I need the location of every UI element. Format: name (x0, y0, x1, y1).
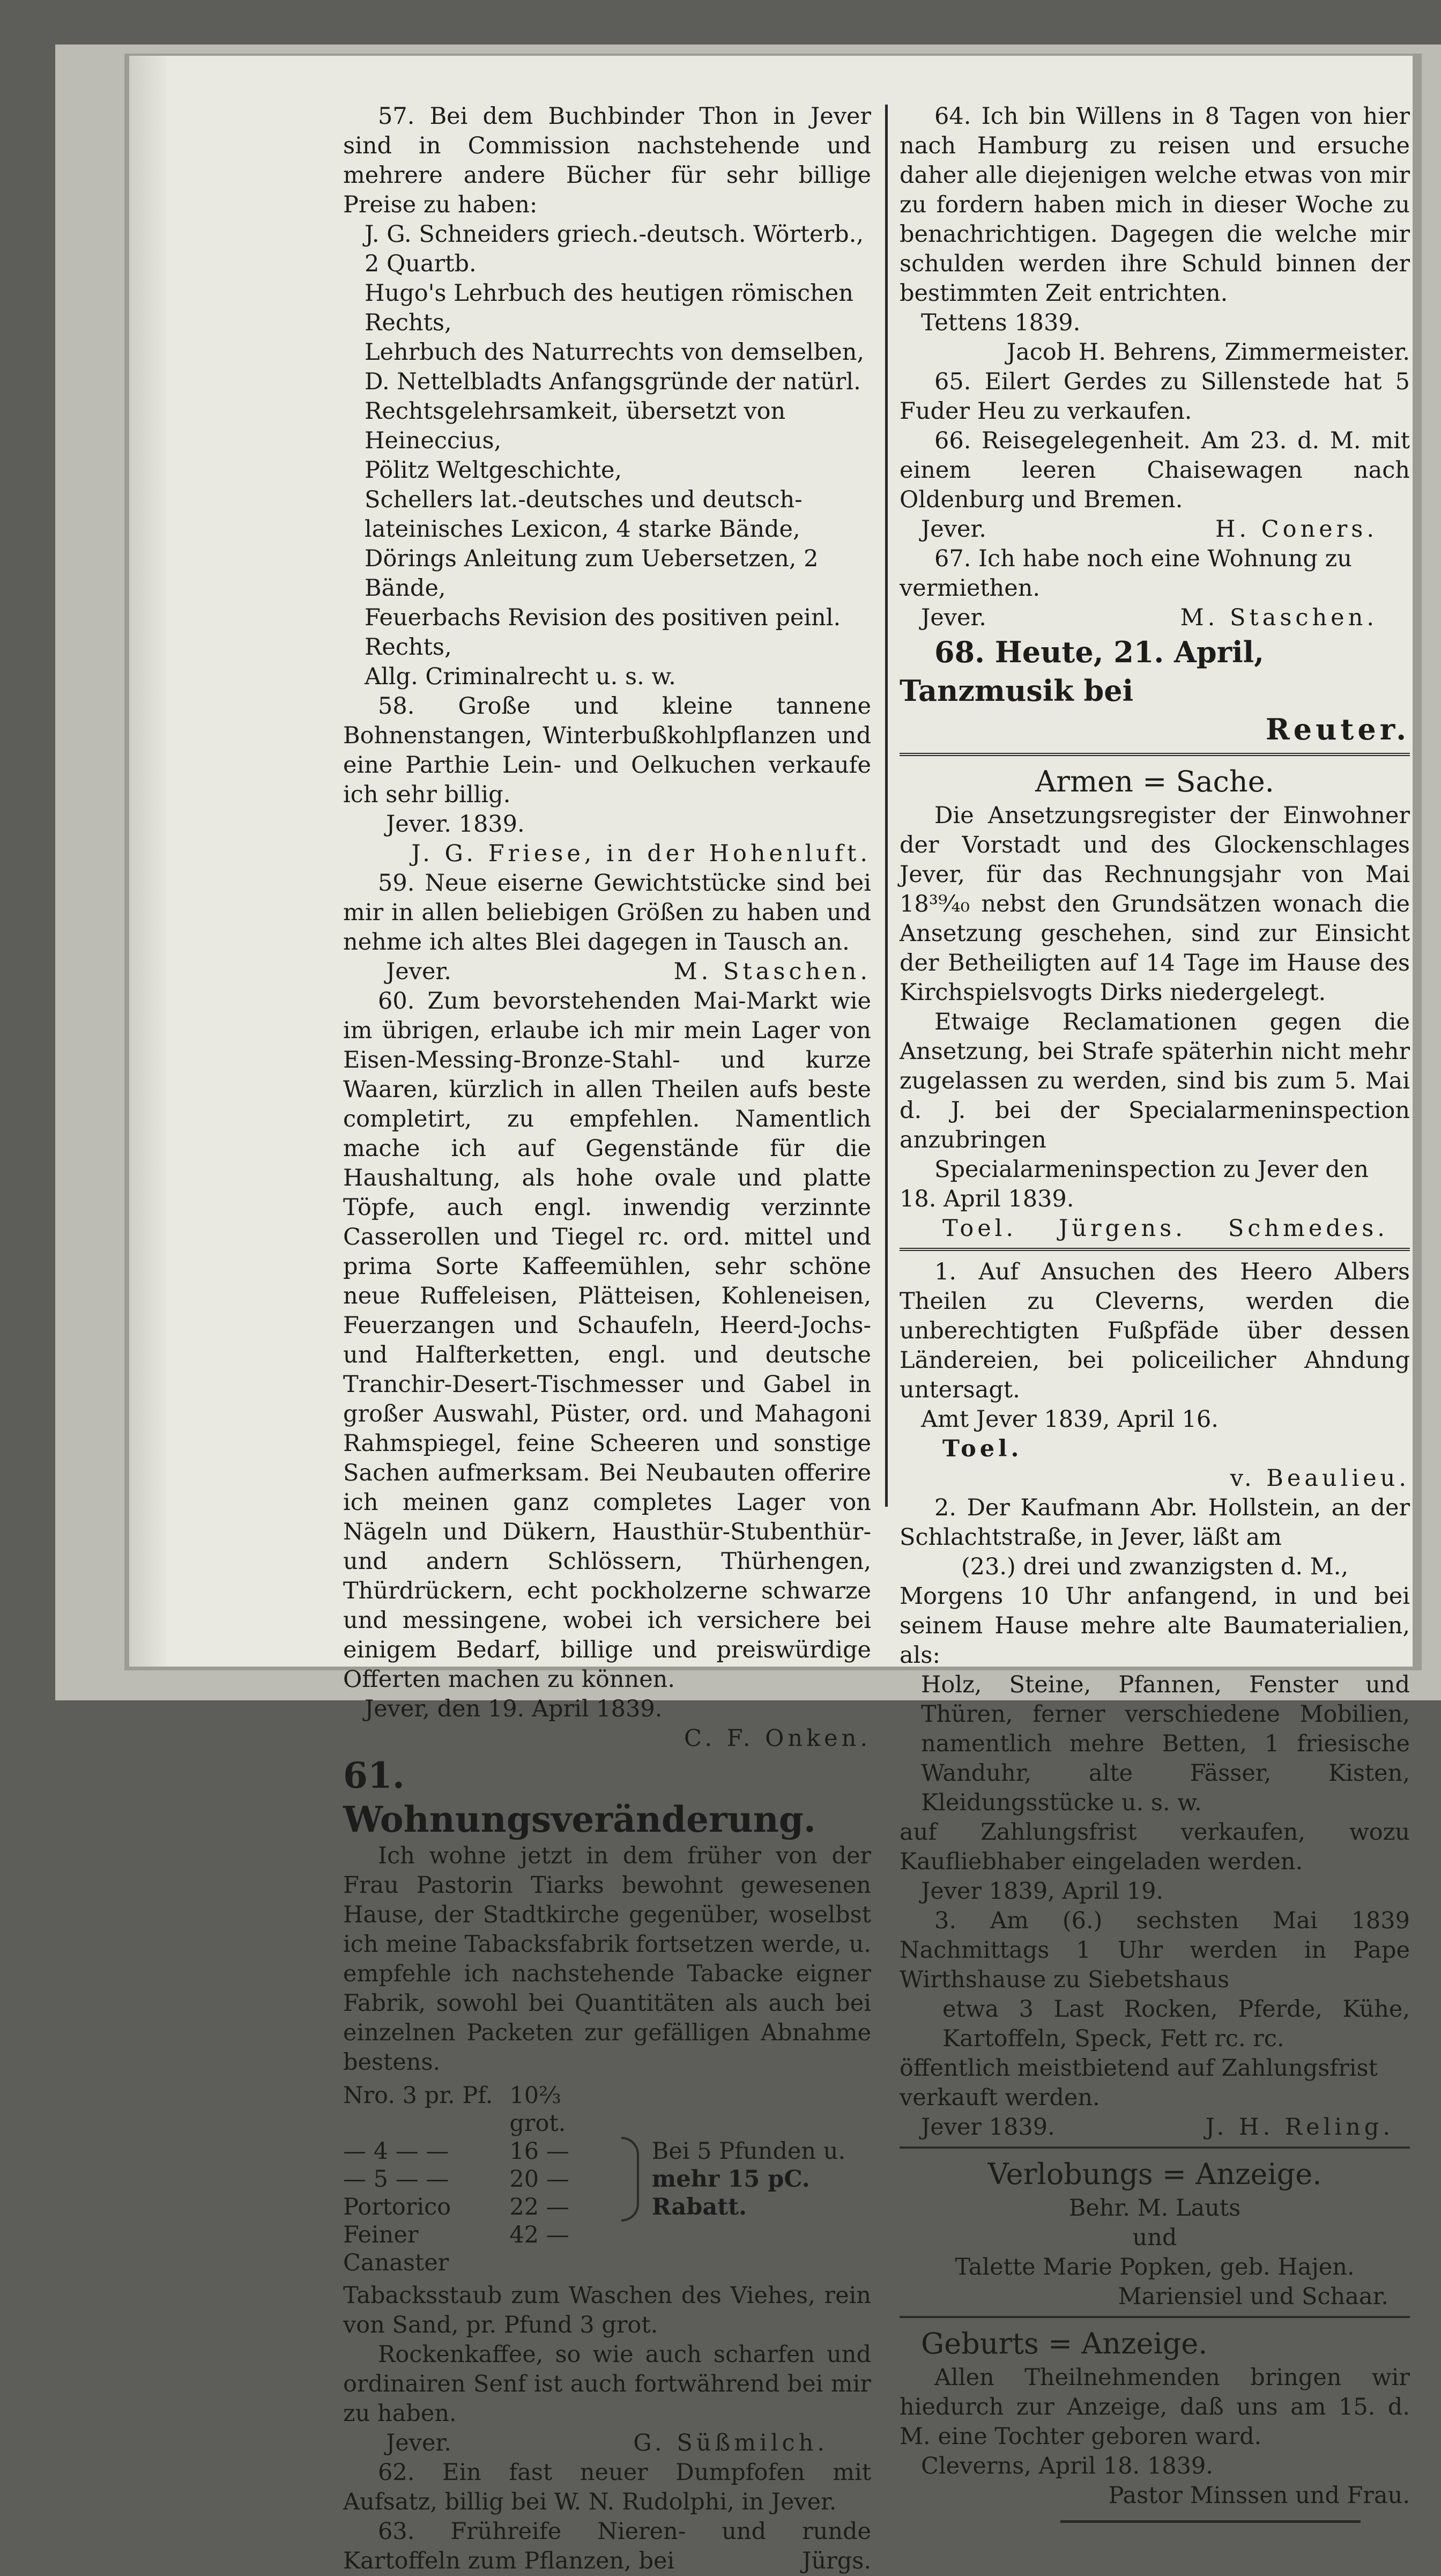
ad-59-footer (343, 957, 871, 987)
ad-61-signature: G. Süßmilch. (633, 2430, 828, 2456)
amt-3-signature: J. H. Reling. (1205, 2114, 1394, 2141)
price-table (343, 2082, 611, 2277)
ad-68-text: 68. Heute, 21. April, Tanzmusik bei (900, 635, 1264, 708)
book-item: J. G. Schneiders griech.-deutsch. Wörterb., 2 Quartb. (365, 221, 864, 277)
armen-signature: Toel. (942, 1215, 1017, 1242)
ad-67-footer (900, 603, 1410, 633)
book-item: Hugo's Lehrbuch des heutigen römischen Rechts, (365, 280, 853, 336)
verlobung-heading: Verlobungs = Anzeige. (987, 2157, 1322, 2191)
ad-64-text: 64. Ich bin Willens in 8 Tagen von hier nach Hamburg zu reisen und ersuche daher alle diejenigen welche etwas von mir zu fordern haben mich in dieser Woche zu benachrichtigen. Dagegen die welche mir schulden werden ihre Schuld binnen der bestimmten Zeit entrichten. (900, 103, 1410, 307)
ad-67-signature: M. Staschen. (1180, 604, 1378, 631)
armen-place-date: Specialarmeninspection zu Jever den 18. April 1839. (900, 1156, 1369, 1212)
end-rule (1060, 2520, 1361, 2523)
amt-2-text-4: Holz, Steine, Pfannen, Fenster und Thüren, ferner verschiedene Mobilien, namentlich mehre Betten, 1 friesische Wanduhr, alte Fässer, Kisten, Kleidungsstücke u. s. w. (921, 1671, 1410, 1816)
verlobung-und: und (1132, 2224, 1177, 2251)
armen-text-1: Die Ansetzungsregister der Einwohner der Vorstadt und des Glockenschlages Jever, für das Rechnungsjahr von Mai 18³⁹⁄₄₀ nebst den Grundsätzen wonach die Ansetzung geschehen, sind zur Einsicht der Betheiligten auf 14 Tage im Hause des Kirchspielsvogts Dirks niedergelegt. (900, 802, 1410, 1006)
book-item: Pölitz Weltgeschichte, (365, 457, 622, 484)
armen-text-2: Etwaige Reclamationen gegen die Ansetzung, bei Strafe späterhin nicht mehr zugelassen zu werden, sind bis zum 5. Mai d. J. bei der Specialarmeninspection anzubringen (900, 1009, 1410, 1153)
price-row (343, 2221, 611, 2277)
ad-63-text: 63. Frühreife Nieren- und runde Kartoffeln zum Pflanzen, bei (343, 2518, 871, 2574)
price-row (343, 2165, 611, 2193)
ad-60-place-date: Jever, den 19. April 1839. (365, 1696, 663, 1722)
right-column (900, 102, 1410, 2523)
book-item: Schellers lat.-deutsches und deutsch-lateinisches Lexicon, 4 starke Bände, (365, 486, 803, 543)
tobacco-price-list (343, 2082, 871, 2277)
geburt-heading: Geburts = Anzeige. (921, 2327, 1208, 2360)
price-value: 16 — (509, 2138, 569, 2165)
book-item: Allg. Criminalrecht u. s. w. (365, 663, 676, 690)
amt-3-text-3: öffentlich meistbietend auf Zahlungsfrist verkauft werden. (900, 2055, 1378, 2111)
ad-62-text: 62. Ein fast neuer Dumpfofen mit Aufsatz, billig bei W. N. Rudolphi, in Jever. (343, 2459, 871, 2515)
book-item: Dörings Anleitung zum Uebersetzen, 2 Bände, (365, 545, 819, 602)
amt-1-signature-2: v. Beaulieu. (1230, 1465, 1410, 1492)
ad-61-heading: 61. Wohnungsveränderung. (343, 1755, 816, 1840)
price-row (343, 2137, 611, 2165)
section-divider (900, 2316, 1410, 2318)
curly-brace-icon (621, 2137, 639, 2222)
ad-58-signature: J. G. Friese, in der Hohenluft. (411, 840, 871, 867)
armen-signature: Schmedes. (1228, 1215, 1388, 1242)
amt-1-text: 1. Auf Ansuchen des Heero Albers Theilen zu Cleverns, werden die unberechtigten Fußpfäde über dessen Ländereien, bei policeilicher Ahndung untersagt. (900, 1259, 1410, 1403)
discount-line: mehr 15 pC. Rabatt. (651, 2166, 810, 2220)
ad-61-coffee: Rockenkaffee, so wie auch scharfen und ordinairen Senf ist auch fortwährend bei mir zu haben. (343, 2341, 871, 2427)
geburt-place-date: Cleverns, April 18. 1839. (921, 2453, 1213, 2479)
column-divider (885, 105, 888, 1507)
ad-57-intro: 57. Bei dem Buchbinder Thon in Jever sind in Commission nachstehende und mehrere andere Bücher für sehr billige Preise zu haben: (343, 103, 871, 218)
amt-2-text-1: 2. Der Kaufmann Abr. Hollstein, an der Schlachtstraße, in Jever, läßt am (900, 1494, 1410, 1551)
book-item: D. Nettelbladts Anfangsgründe der natürl. Rechtsgelehrsamkeit, übersetzt von Heineccius, (365, 368, 861, 454)
verlobung-places: Mariensiel und Schaar. (1118, 2283, 1388, 2310)
verlobung-name-1: Behr. M. Lauts (1068, 2195, 1241, 2222)
ad-59-text: 59. Neue eiserne Gewichtstücke sind bei mir in allen beliebigen Größen zu haben und nehme ich altes Blei dagegen in Tausch an. (343, 870, 871, 956)
amt-1-place-date: Amt Jever 1839, April 16. (921, 1406, 1219, 1433)
price-value: 22 — (509, 2194, 569, 2220)
verlobung-name-2: Talette Marie Popken, geb. Hajen. (955, 2254, 1355, 2281)
discount-note (652, 2137, 871, 2221)
ad-63-signature: Jürgs. (802, 2548, 871, 2574)
price-value: 10⅔ grot. (509, 2082, 566, 2137)
price-row (343, 2193, 611, 2221)
section-divider (900, 753, 1410, 756)
ad-67-place: Jever. (921, 604, 986, 631)
left-column (343, 102, 871, 2576)
amt-3-footer (900, 2113, 1410, 2142)
geburt-signature: Pastor Minssen und Frau. (1108, 2482, 1410, 2509)
ad-59-signature: M. Staschen. (673, 958, 871, 985)
ad-64-signature: Jacob H. Behrens, Zimmermeister. (1006, 339, 1410, 366)
ad-65-text: 65. Eilert Gerdes zu Sillenstede hat 5 Fuder Heu zu verkaufen. (900, 368, 1410, 425)
ad-60-text: 60. Zum bevorstehenden Mai-Markt wie im übrigen, erlaube ich mir mein Lager von Eisen-Messing-Bronze-Stahl- und kurze Waaren, kürzlich in allen Theilen aufs beste completirt, zu empfehlen. Namentlich mache ich auf Gegenstände für die Haushaltung, als hohe ovale und platte Töpfe, auch engl. inwendig verzinnte Casserollen und Tiegel rc. ord. mittel und prima Sorte Kaffeemühlen, sehr schöne neue Ruffeleisen, Plätteisen, Kohleneisen, Feuerzangen und Schaufeln, Heerd-Jochs- und Halfterketten, engl. und deutsche Tranchir-Desert-Tischmesser und Gabel in großer Auswahl, Püster, ord. und Mahagoni Rahmspiegel, feine Scheeren und sonstige Sachen aufmerksam. Bei Neubauten offerire ich meinen ganz completes Lager von Nägeln und Dükern, Hausthür-Stubenthür- und andern Schlössern, Thürhengen, Thürdrückern, echt pockholzerne schwarze und messingene, wobei ich versichere bei einigem Bedarf, billige und preiswürdige Offerten machen zu können. (343, 988, 871, 1693)
ad-60-signature: C. F. Onken. (684, 1725, 871, 1752)
geburt-text: Allen Theilnehmenden bringen wir hiedurch zur Anzeige, daß uns am 15. d. M. eine Tochter geboren ward. (900, 2364, 1410, 2450)
amt-1-signature-1: Toel. (942, 1435, 1023, 1462)
amt-2-text-2: (23.) drei und zwanzigsten d. M., (961, 1553, 1349, 1580)
price-label: Feiner Canaster (343, 2222, 449, 2276)
section-divider (900, 1248, 1410, 1251)
price-value: 42 — (509, 2222, 569, 2248)
ad-66-signature: H. Coners. (1215, 516, 1378, 543)
book-item: Feuerbachs Revision des positiven peinl. Rechts, (365, 604, 841, 661)
section-divider (900, 2146, 1410, 2149)
ad-59-place: Jever. (386, 958, 451, 985)
ad-61-footer (343, 2429, 871, 2458)
ad-66-text: 66. Reisegelegenheit. Am 23. d. M. mit einem leeren Chaisewagen nach Oldenburg und Bremen. (900, 427, 1410, 513)
page-gutter (129, 56, 167, 1667)
price-label: Nro. 3 pr. Pf. (343, 2082, 493, 2109)
ad-61-place: Jever. (386, 2430, 451, 2456)
price-value: 20 — (509, 2166, 569, 2193)
ad-61-text: Ich wohne jetzt in dem früher von der Frau Pastorin Tiarks bewohnt gewesenen Hause, der Stadtkirche gegenüber, woselbst ich meine Tabacksfabrik fortsetzen werde, u. empfehle ich nachstehende Tabacke eigner Fabrik, sowohl bei Quantitäten als auch bei einzelnen Packeten zur gefälligen Abnahme bestens. (343, 1842, 871, 2076)
amt-2-place-date: Jever 1839, April 19. (921, 1878, 1164, 1905)
ad-68-signature: Reuter. (1265, 712, 1410, 746)
amt-2-text-5: auf Zahlungsfrist verkaufen, wozu Kaufliebhaber eingeladen werden. (900, 1819, 1410, 1875)
ad-61-snuff: Tabacksstaub zum Waschen des Viehes, rein von Sand, pr. Pfund 3 grot. (343, 2282, 871, 2338)
discount-line: Bei 5 Pfunden u. (651, 2138, 846, 2165)
amt-3-place-date: Jever 1839. (921, 2114, 1055, 2141)
ad-64-place-date: Tettens 1839. (921, 309, 1081, 336)
ad-58-place-date: Jever. 1839. (386, 811, 525, 838)
ad-58-text: 58. Große und kleine tannene Bohnenstangen, Winterbußkohlpflanzen und eine Parthie Lein- und Oelkuchen verkaufe ich sehr billig. (343, 693, 871, 808)
ad-66-place: Jever. (921, 516, 986, 543)
price-label: — 4 — — (343, 2138, 449, 2165)
price-label: — 5 — — (343, 2166, 449, 2193)
armen-signatures (900, 1214, 1410, 1243)
price-label: Portorico (343, 2194, 451, 2220)
amt-2-text-3: Morgens 10 Uhr anfangend, in und bei seinem Hause mehre alte Baumaterialien, als: (900, 1583, 1410, 1669)
armen-heading: Armen = Sache. (1035, 765, 1274, 798)
price-row (343, 2082, 611, 2137)
ad-67-text: 67. Ich habe noch eine Wohnung zu vermiethen. (900, 545, 1352, 602)
ad-66-footer (900, 515, 1410, 544)
armen-signature: Jürgens. (1059, 1215, 1186, 1242)
book-item: Lehrbuch des Naturrechts von demselben, (365, 339, 865, 366)
amt-3-text-1: 3. Am (6.) sechsten Mai 1839 Nachmittags 1 Uhr werden in Pape Wirthshause zu Siebetshaus (900, 1907, 1410, 1993)
amt-3-text-2: etwa 3 Last Rocken, Pferde, Kühe, Kartoffeln, Speck, Fett rc. rc. (942, 1996, 1410, 2052)
